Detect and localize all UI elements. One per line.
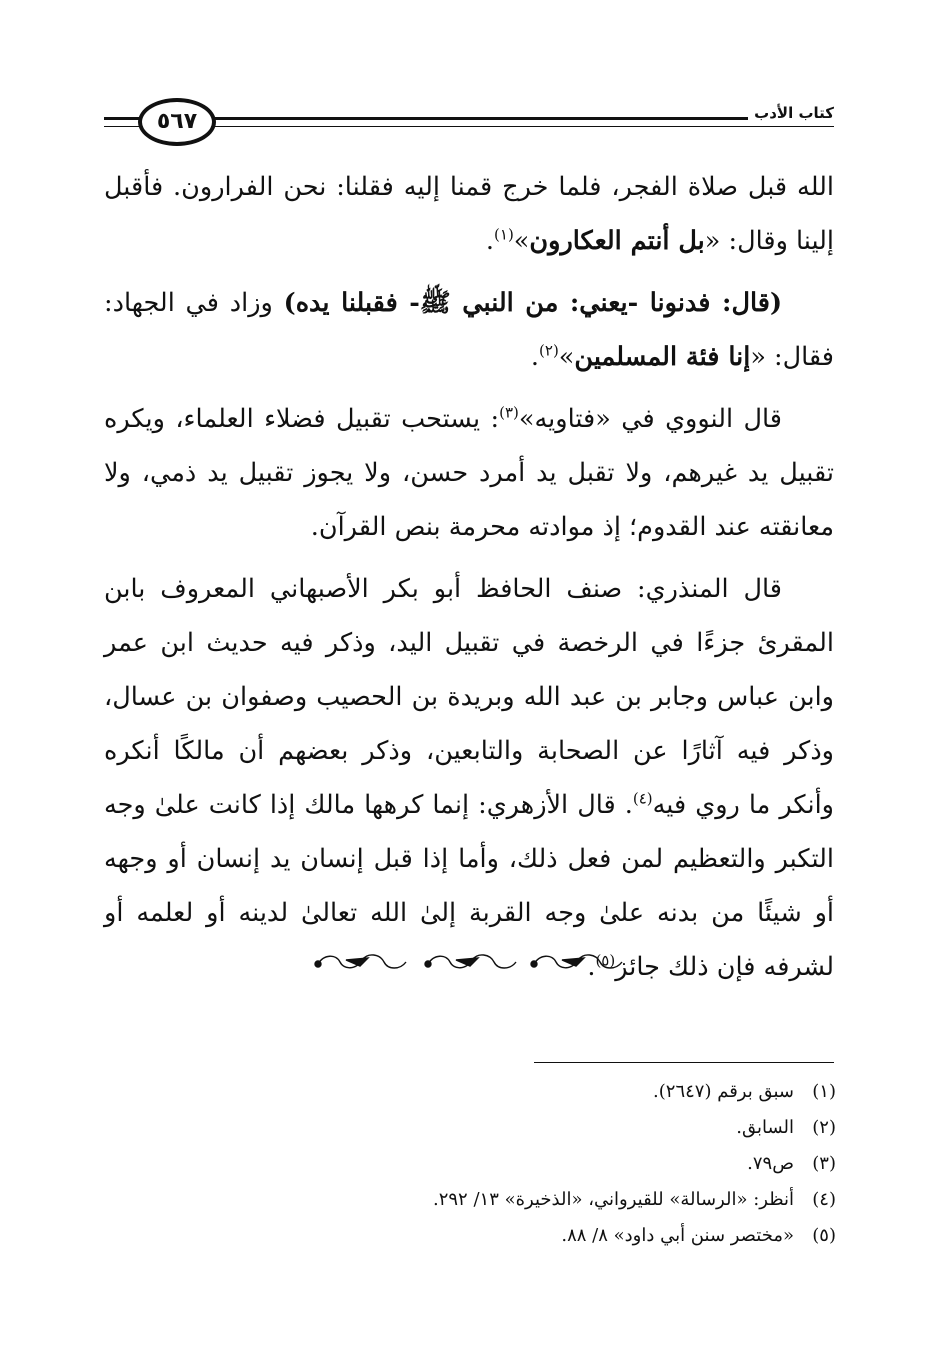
text-segment: . bbox=[587, 952, 596, 982]
ornament-motif-right bbox=[531, 955, 622, 968]
footnote-text: ص٧٩. bbox=[747, 1153, 794, 1174]
footnote-item bbox=[236, 1182, 836, 1218]
bold-text-segment: (قال: فدنونا -يعني: من النبي ﷺ- فقبلنا يده) bbox=[283, 288, 783, 318]
paragraph-1 bbox=[104, 160, 834, 268]
header-rule-right-thin bbox=[210, 126, 834, 127]
footnote-item bbox=[236, 1074, 836, 1110]
text-segment: . bbox=[485, 226, 495, 256]
footnote-number: (١) bbox=[812, 1081, 836, 1102]
main-text bbox=[104, 160, 834, 1002]
ornament-motif-left bbox=[315, 955, 406, 968]
text-segment: الله قبل صلاة الفجر، فلما خرج قمنا إليه فقلنا: نحن الفرارون. فأقبل إلينا وقال: « bbox=[104, 172, 834, 256]
footnote-number: (٤) bbox=[812, 1189, 836, 1210]
paragraph-4 bbox=[104, 562, 834, 994]
header-rule-right-thick bbox=[210, 117, 834, 120]
footnotes bbox=[236, 1074, 836, 1254]
text-segment: » bbox=[513, 226, 530, 256]
text-segment: وزاد في الجهاد: فقال: « bbox=[104, 288, 834, 372]
footnote-marker: (٤) bbox=[632, 789, 653, 808]
text-segment: قال المنذري: صنف الحافظ أبو بكر الأصبهاني المعروف بابن المقرئ جزءًا في الرخصة في تقبيل اليد، وذكر فيه حديث ابن عمر وابن عباس وجابر بن عبد الله وبريدة بن الحصيب وصفوان بن عسال، وذكر فيه آثارًا عن الصحابة والتابعين، وذكر بعضهم أن مالكًا أنكره وأنكر ما روي فيه bbox=[104, 574, 834, 820]
running-head: كتاب الأدب bbox=[748, 104, 840, 122]
paragraph-3 bbox=[104, 392, 834, 554]
footnote-item bbox=[236, 1110, 836, 1146]
section-end-ornament bbox=[310, 948, 630, 978]
text-segment: . bbox=[530, 342, 540, 372]
footnote-marker: (٥) bbox=[595, 951, 616, 970]
footnote-separator bbox=[534, 1062, 834, 1063]
text-segment: » bbox=[558, 342, 575, 372]
text-segment: . قال الأزهري: إنما كرهها مالك إذا كانت علىٰ وجه التكبر والتعظيم لمن فعل ذلك، وأما إذا قبل إنسان يد إنسان أو وجهه أو شيئًا من بدنه علىٰ وجه القربة إلىٰ الله تعالىٰ لدينه أو لعلمه أو لشرفه فإن ذلك جائز bbox=[104, 790, 834, 982]
page-number-badge bbox=[138, 98, 216, 146]
page-header bbox=[0, 0, 940, 160]
text-segment: قال النووي في «فتاويه» bbox=[518, 404, 782, 434]
footnote-text: سبق برقم (٢٦٤٧). bbox=[653, 1081, 794, 1102]
bold-text-segment: إنا فئة المسلمين bbox=[574, 342, 751, 372]
footnote-number: (٥) bbox=[812, 1225, 836, 1246]
footnote-item bbox=[236, 1218, 836, 1254]
footnote-item bbox=[236, 1146, 836, 1182]
bold-text-segment: بل أنتم العكارون bbox=[529, 226, 705, 256]
text-segment: : يستحب تقبيل فضلاء العلماء، ويكره تقبيل يد غيرهم، ولا تقبل يد أمرد حسن، ولا يجوز تقبيل يد ذمي، ولا معانقته عند القدوم؛ إذ موادته محرمة بنص القرآن. bbox=[104, 404, 834, 542]
footnote-marker: (٣) bbox=[499, 403, 519, 422]
paragraph-2 bbox=[104, 276, 834, 384]
ornament-motif-center bbox=[425, 955, 516, 968]
footnote-number: (٢) bbox=[812, 1117, 836, 1138]
footnote-marker: (١) bbox=[494, 225, 514, 244]
page-number: ٥٦٧ bbox=[156, 109, 198, 134]
footnote-text: «مختصر سنن أبي داود» ٨/ ٨٨. bbox=[561, 1225, 794, 1246]
footnote-number: (٣) bbox=[812, 1153, 836, 1174]
footnote-marker: (٢) bbox=[539, 341, 559, 360]
footnote-text: أنظر: «الرسالة» للقيرواني، «الذخيرة» ١٣/ ٢٩٢. bbox=[432, 1189, 794, 1210]
footnote-text: السابق. bbox=[736, 1117, 794, 1138]
